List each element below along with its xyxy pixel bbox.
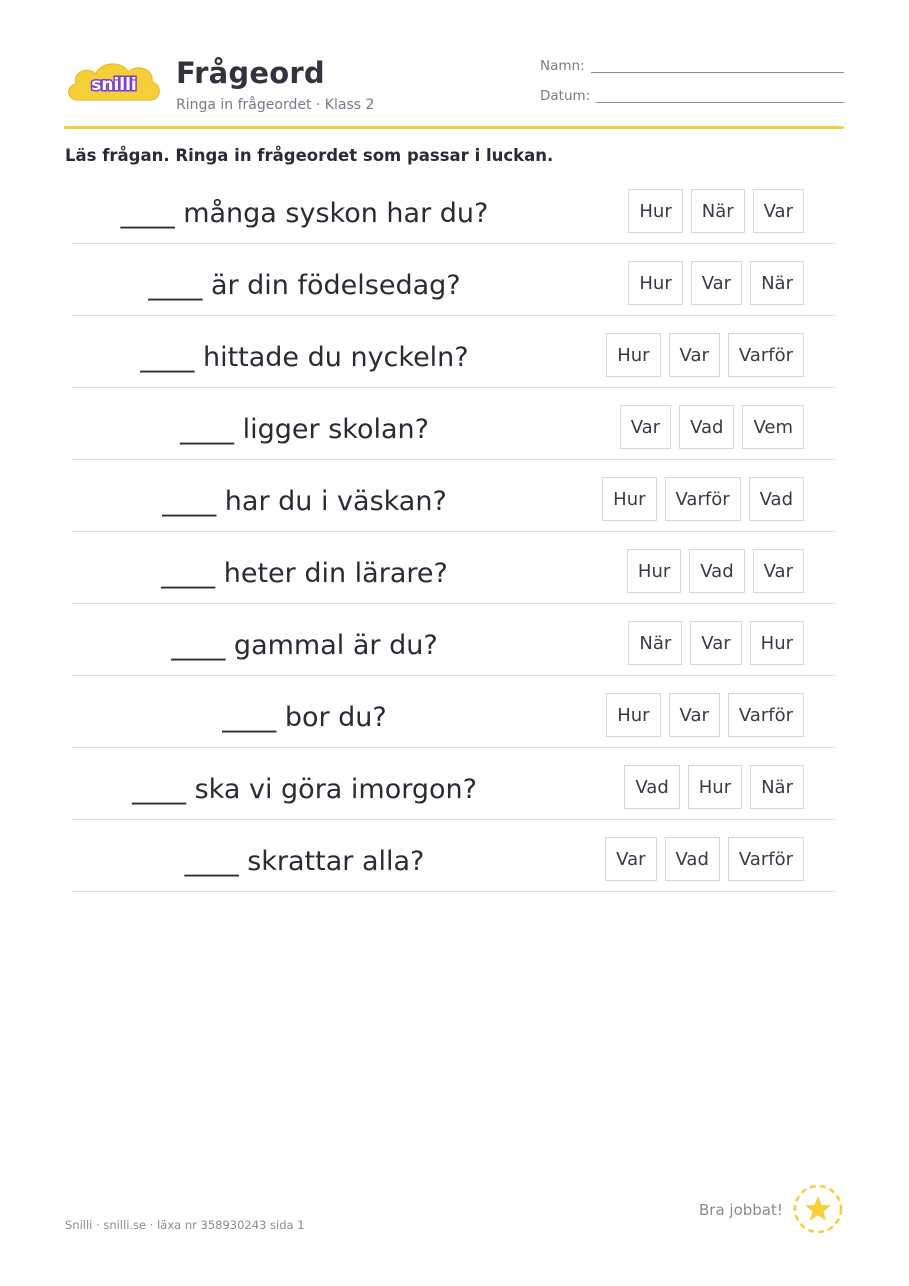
question-text: ____ har du i väskan? [162,486,447,517]
page-title: Frågeord [176,56,325,90]
question-text: ____ är din födelsedag? [148,270,461,301]
answer-option[interactable]: Hur [627,549,681,593]
answer-options [628,189,804,233]
question-row [72,820,836,892]
answer-option[interactable]: När [750,765,804,809]
answer-option[interactable]: Hur [628,189,682,233]
question-text: ____ heter din lärare? [161,558,448,589]
answer-option[interactable]: Hur [606,333,660,377]
question-row [72,532,836,604]
answer-options [606,693,804,737]
question-text: ____ många syskon har du? [120,198,489,229]
answer-option[interactable]: Varför [728,837,804,881]
worksheet-header [0,0,909,130]
answer-options [606,333,804,377]
answer-option[interactable]: Hur [606,693,660,737]
answer-option[interactable]: Vad [689,549,744,593]
question-text: ____ bor du? [222,702,387,733]
instruction-text: Läs frågan. Ringa in frågeordet som passar i luckan. [65,146,554,165]
question-row [72,748,836,820]
answer-option[interactable]: Hur [688,765,742,809]
question-text: ____ hittade du nyckeln? [140,342,469,373]
answer-option[interactable]: När [628,621,682,665]
answer-option[interactable]: Var [620,405,671,449]
answer-options [624,765,804,809]
answer-option[interactable]: Hur [628,261,682,305]
answer-options [628,261,804,305]
answer-options [628,621,804,665]
answer-options [605,837,804,881]
answer-option[interactable]: Var [669,693,720,737]
question-list [72,172,836,892]
question-row [72,388,836,460]
answer-options [620,405,804,449]
name-field[interactable] [591,72,844,73]
answer-option[interactable]: Vad [665,837,720,881]
question-row [72,316,836,388]
header-divider [64,126,844,129]
answer-option[interactable]: Var [753,549,804,593]
question-row [72,172,836,244]
answer-option[interactable]: Vem [742,405,804,449]
answer-option[interactable]: Varför [728,693,804,737]
answer-options [627,549,804,593]
question-text: ____ ligger skolan? [180,414,429,445]
answer-options [602,477,804,521]
question-row [72,676,836,748]
answer-option[interactable]: När [691,189,745,233]
answer-option[interactable]: Var [669,333,720,377]
question-text: ____ ska vi göra imorgon? [132,774,477,805]
date-label: Datum: [540,88,591,104]
answer-option[interactable]: Vad [624,765,679,809]
star-icon [792,1183,844,1235]
question-text: ____ skrattar alla? [184,846,425,877]
answer-option[interactable]: Hur [750,621,804,665]
answer-option[interactable]: Hur [602,477,656,521]
praise-text: Bra jobbat! [699,1201,783,1219]
date-field[interactable] [596,102,844,103]
answer-option[interactable]: Var [691,261,742,305]
answer-option[interactable]: Vad [749,477,804,521]
answer-option[interactable]: Var [753,189,804,233]
logo-text: snilli [91,75,137,95]
answer-option[interactable]: Varför [728,333,804,377]
answer-option[interactable]: Vad [679,405,734,449]
question-row [72,460,836,532]
question-text: ____ gammal är du? [171,630,438,661]
page-subtitle: Ringa in frågeordet · Klass 2 [176,97,375,113]
answer-option[interactable]: Varför [665,477,741,521]
footer-info: Snilli · snilli.se · läxa nr 358930243 sida 1 [65,1218,305,1232]
snilli-logo [64,56,164,110]
question-row [72,244,836,316]
answer-option[interactable]: När [750,261,804,305]
question-row [72,604,836,676]
name-label: Namn: [540,58,585,74]
answer-option[interactable]: Var [605,837,656,881]
answer-option[interactable]: Var [690,621,741,665]
